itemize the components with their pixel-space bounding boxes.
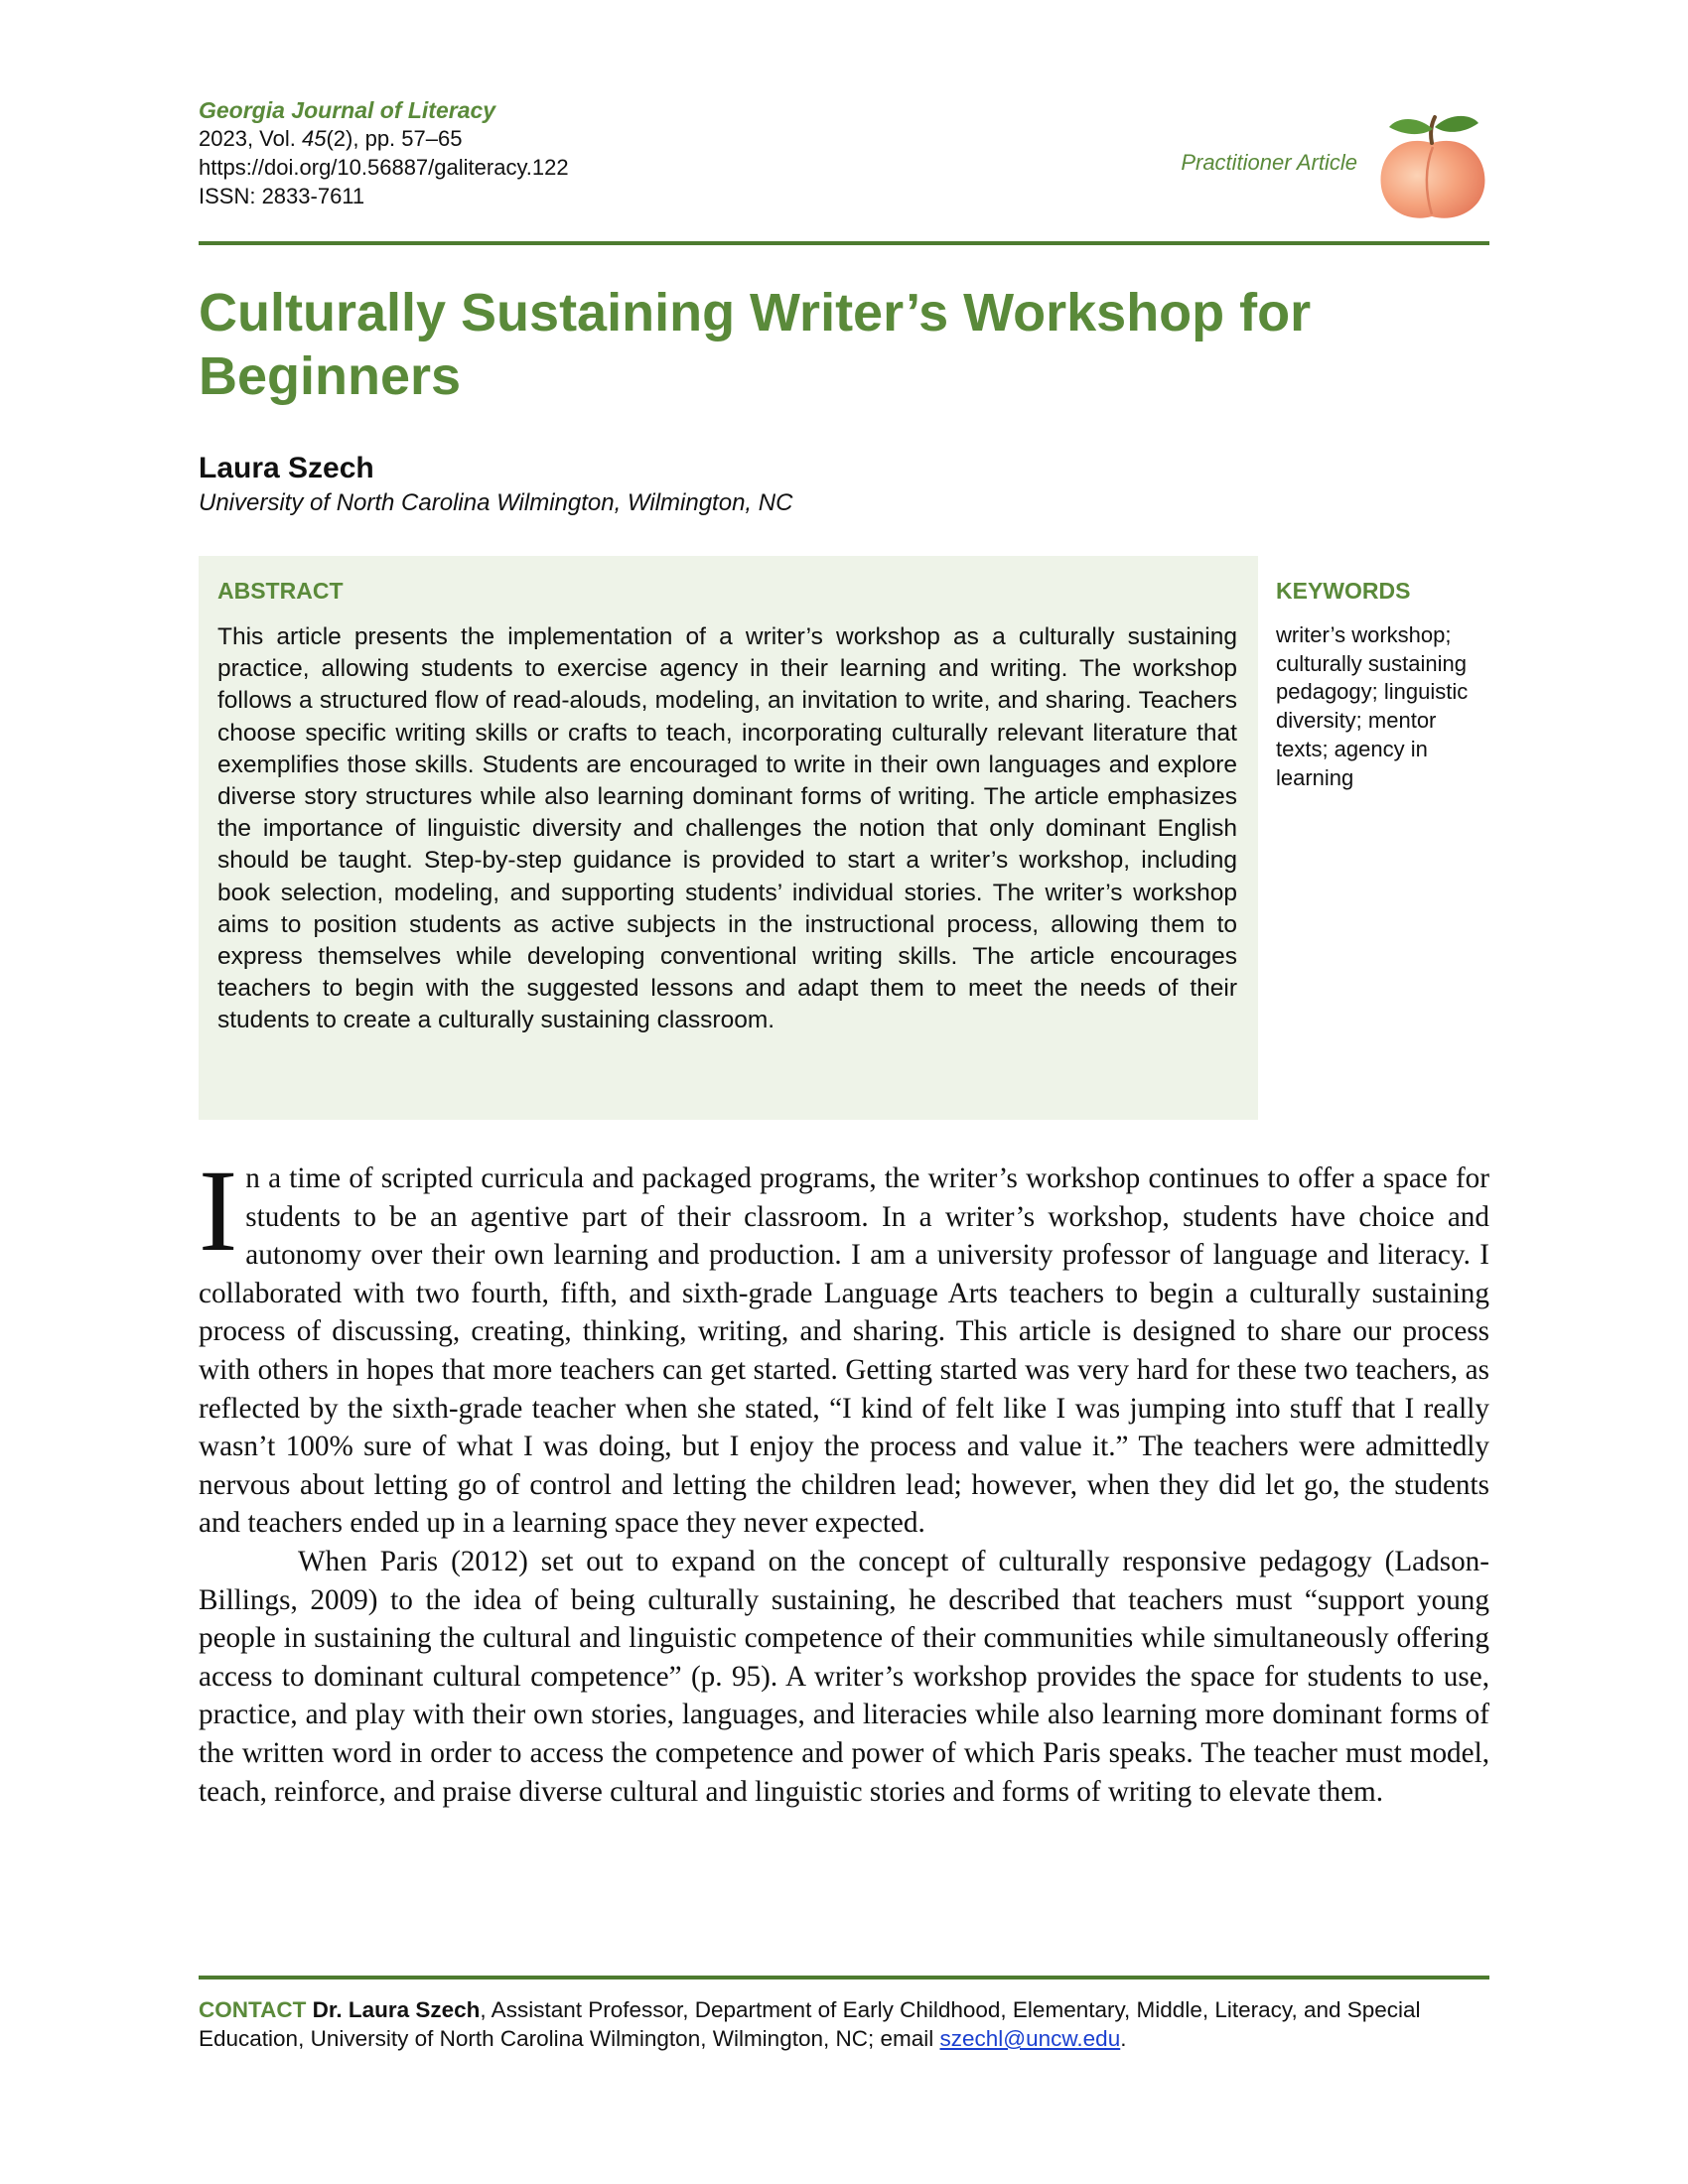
contact-footer [199, 1995, 1489, 2053]
abstract-text: This article presents the implementation of a writer’s workshop as a culturally sustaining practice, allowing students to exercise agency in their learning and writing. The workshop follows a structured flow of read-alouds, modeling, an invitation to write, and sharing. Teachers choose specific writing skills or crafts to teach, incorporating culturally relevant literature that exemplifies those skills. Students are encouraged to write in their own languages and explore diverse story structures while also learning dominant forms of writing. The article emphasizes the importance of linguistic diversity and challenges the notion that only dominant English should be taught. Step-by-step guidance is provided to start a writer’s workshop, including book selection, modeling, and supporting students’ individual stories. The writer’s workshop aims to position students as active subjects in the instructional process, allowing them to express themselves while developing conventional writing skills. The article encourages teachers to begin with the suggested lessons and adapt them to meet the needs of their students to create a culturally sustaining classroom. [217, 623, 1237, 1034]
contact-details: , Assistant Professor, Department of Early Childhood, Elementary, Middle, Literacy, and Special Education, University of North Carolina Wilmington, Wilmington, NC; email [199, 1997, 1421, 2051]
contact-label: CONTACT [199, 1997, 307, 2022]
article-type: Practitioner Article [1181, 150, 1357, 175]
journal-name: Georgia Journal of Literacy [199, 97, 496, 123]
paragraph-1-text: n a time of scripted curricula and packaged programs, the writer’s workshop continues to offer a space for students to be an agentive part of their classroom. In a writer’s workshop, students have choice and autonomy over their own learning and production. I am a university professor of language and literacy. I collaborated with two fourth, fifth, and sixth-grade Language Arts teachers to begin a culturally sustaining process of discussing, creating, thinking, writing, and sharing. This article is designed to share our process with others in hopes that more teachers can get started. Getting started was very hard for these two teachers, as reflected by the sixth-grade teacher when she stated, “I kind of felt like I was jumping into stuff that I really wasn’t 100% sure of what I was doing, but I enjoy the process and value it.” The teachers were admittedly nervous about letting go of control and letting the children lead; however, when they did let go, the students and teachers ended up in a learning space they never expected. [199, 1162, 1489, 1540]
header-divider [199, 241, 1489, 245]
keywords-heading: KEYWORDS [1276, 578, 1411, 604]
doi[interactable]: https://doi.org/10.56887/galiteracy.122 [199, 155, 569, 180]
abstract-box [199, 556, 1258, 1120]
author-affiliation: University of North Carolina Wilmington, Wilmington, NC [199, 489, 793, 516]
issn: ISSN: 2833-7611 [199, 184, 365, 208]
peach-icon [1375, 107, 1489, 224]
footer-divider [199, 1976, 1489, 1979]
author-name: Laura Szech [199, 452, 374, 484]
contact-email-link[interactable]: szechl@uncw.edu [939, 2026, 1121, 2051]
volume-number: 45 [301, 126, 327, 151]
volume-suffix: (2), pp. 57–65 [326, 126, 463, 151]
article-title: Culturally Sustaining Writer’s Workshop for Beginners [199, 283, 1312, 406]
article-body [199, 1146, 1489, 1811]
keywords-text: writer’s workshop; culturally sustaining pedagogy; linguistic diversity; mentor texts; agency in learning [1276, 622, 1469, 790]
body-paragraph-2: When Paris (2012) set out to expand on the concept of culturally responsive pedagogy (Ladson-Billings, 2009) to the idea of being culturally sustaining, he described that teachers must “support young people in sustaining the cultural and linguistic competence of their communities while simultaneously offering access to dominant cultural competence” (p. 95). A writer’s workshop provides the space for students to use, practice, and play with their own stories, languages, and literacies while also learning more dominant forms of the written word in order to access the competence and power of which Paris speaks. The teacher must model, teach, reinforce, and praise diverse cultural and linguistic stories and forms of writing to elevate them. [199, 1545, 1489, 1808]
contact-end: . [1120, 2026, 1127, 2051]
volume-prefix: 2023, Vol. [199, 126, 302, 151]
body-paragraph-1 [199, 1146, 1489, 1543]
contact-name: Dr. Laura Szech [312, 1997, 481, 2022]
journal-page [199, 0, 1489, 2184]
abstract-heading: ABSTRACT [217, 578, 344, 604]
drop-cap: I [199, 1146, 238, 1276]
journal-header [199, 97, 1489, 236]
volume-info [199, 126, 462, 152]
